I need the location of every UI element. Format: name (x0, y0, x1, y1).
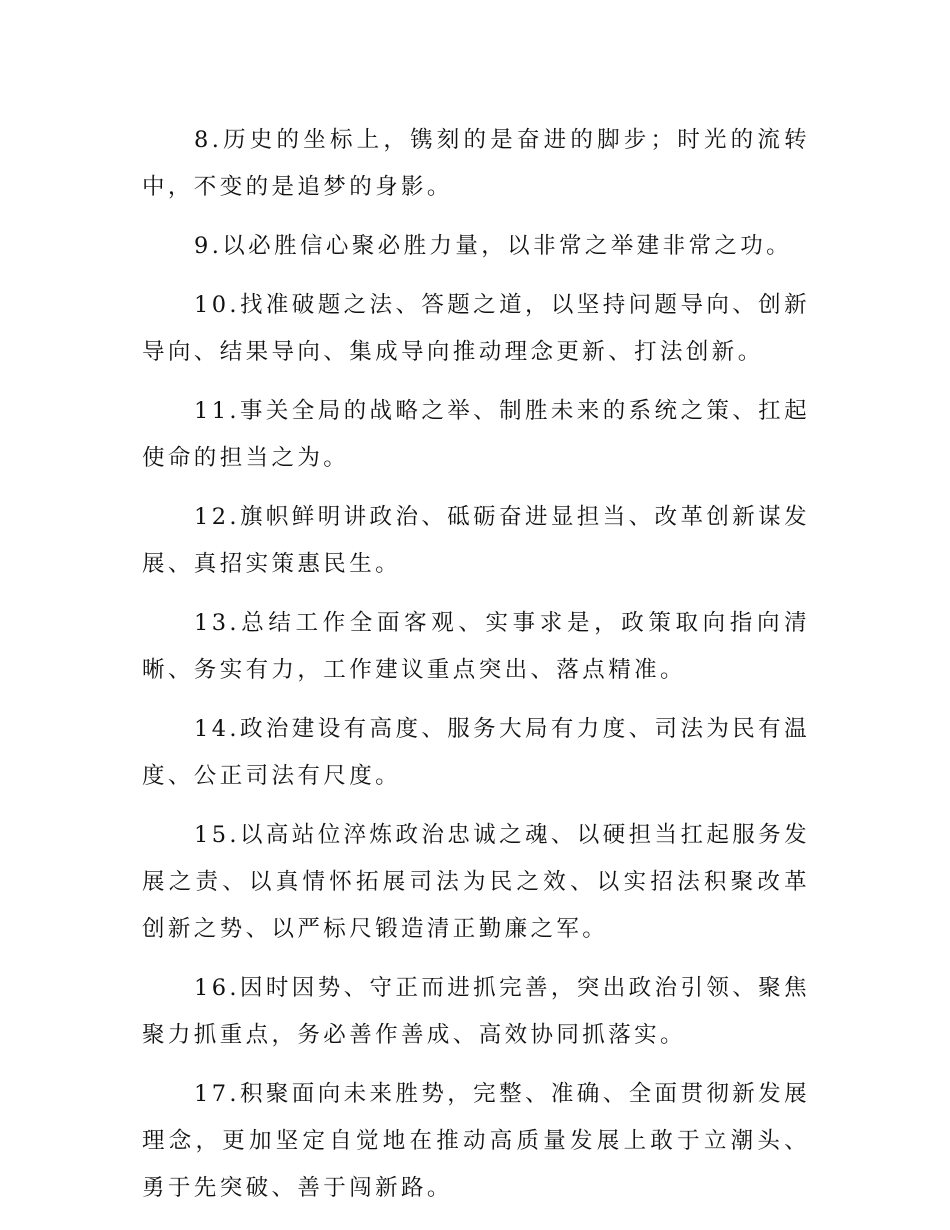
paragraph-14: 14.政治建设有高度、服务大局有力度、司法为民有温度、公正司法有尺度。 (142, 716, 810, 789)
paragraph-11: 11.事关全局的战略之举、制胜未来的系统之策、扛起使命的担当之为。 (142, 398, 810, 471)
paragraph-8: 8.历史的坐标上，镌刻的是奋进的脚步；时光的流转中，不变的是追梦的身影。 (142, 127, 810, 200)
paragraph-10: 10.找准破题之法、答题之道，以坚持问题导向、创新导向、结果导向、集成导向推动理念更新、打法创新。 (142, 292, 810, 365)
paragraph-13: 13.总结工作全面客观、实事求是，政策取向指向清晰、务实有力，工作建议重点突出、落点精准。 (142, 610, 810, 683)
paragraph-12: 12.旗帜鲜明讲政治、砥砺奋进显担当、改革创新谋发展、真招实策惠民生。 (142, 504, 810, 577)
paragraph-15: 15.以高站位淬炼政治忠诚之魂、以硬担当扛起服务发展之责、以真情怀拓展司法为民之效、以实招法积聚改革创新之势、以严标尺锻造清正勤廉之军。 (142, 822, 810, 942)
document-body (142, 117, 810, 1224)
paragraph-16: 16.因时因势、守正而进抓完善，突出政治引领、聚焦聚力抓重点，务必善作善成、高效协同抓落实。 (142, 975, 810, 1048)
paragraph-9: 9.以必胜信心聚必胜力量，以非常之举建非常之功。 (194, 233, 793, 259)
paragraph-17: 17.积聚面向未来胜势，完整、准确、全面贯彻新发展理念，更加坚定自觉地在推动高质量发展上敢于立潮头、勇于先突破、善于闯新路。 (142, 1081, 810, 1201)
